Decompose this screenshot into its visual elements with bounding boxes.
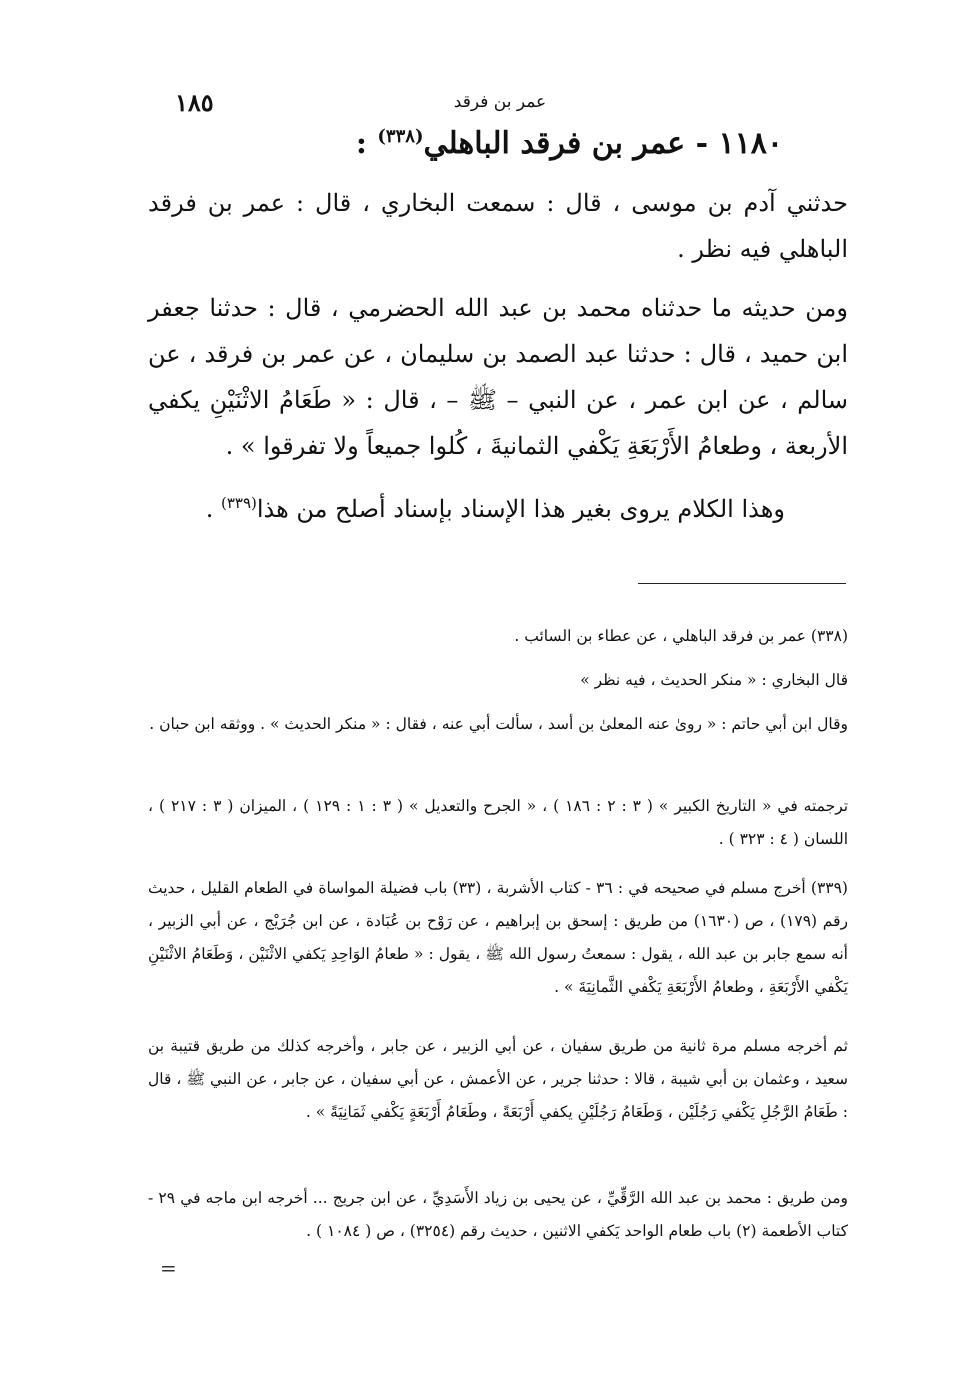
entry-heading bbox=[133, 126, 783, 161]
body-paragraph-3 bbox=[145, 480, 785, 532]
body-paragraph-1: حدثني آدم بن موسى ، قال : سمعت البخاري ، قال : عمر بن فرقد الباهلي فيه نظر . bbox=[148, 189, 848, 263]
running-header: عمر بن فرقد bbox=[453, 92, 547, 112]
footnote-338-bukhari: قال البخاري : « منكر الحديث ، فيه نظر » bbox=[580, 671, 848, 689]
footnote-ref-338: (٣٣٨) bbox=[377, 126, 424, 147]
continuation-mark: = bbox=[160, 1256, 177, 1280]
footnote-338: (٣٣٨) عمر بن فرقد الباهلي ، عن عطاء بن السائب . bbox=[514, 627, 848, 645]
body-paragraph-2: ومن حديثه ما حدثناه محمد بن عبد الله الحضرمي ، قال : حدثنا جعفر ابن حميد ، قال : حدثنا عبد الصمد بن سليمان ، عن عمر بن فرقد ، عن سالم ، عن ابن عمر ، عن النبي – ﷺ – ، قال : « طَعَامُ الاثْنَيْنِ يكفي الأربعة ، وطعامُ الأَرْبَعَةِ يَكْفي الثمانيةَ ، كُلوا جميعاً ولا تفرقوا » . bbox=[148, 294, 848, 460]
entry-title-text: ١١٨٠ - عمر بن فرقد الباهلي bbox=[423, 126, 783, 161]
footnote-339: (٣٣٩) أخرج مسلم في صحيحه في : ٣٦ - كتاب الأشربة ، (٣٣) باب فضيلة المواساة في الطعام القليل ، حديث رقم (١٧٩) ، ص (١٦٣٠) من طريق : إسحق بن إبراهيم ، عن رَوْح بن عُبَادة ، عن ابن جُرَيْج ، عن أبي الزبير ، أنه سمع جابر بن عبد الله ، يقول : سمعتُ رسول الله ﷺ ، يقول : « طعامُ الوَاحِدِ يَكفي الاثْنَيْن ، وَطَعَامُ الاثْنَيْنِ يَكْفي الأَرْبَعَةِ ، وطعامُ الأَرْبَعَةِ يَكْفي الثَّمانِيَةَ » . bbox=[148, 879, 848, 996]
entry-title-colon: : bbox=[355, 126, 367, 161]
footnote-338-ibn-abi-hatim: وقال ابن أبي حاتم : « روىٰ عنه المعلىٰ بن أسد ، سألت أبي عنه ، فقال : « منكر الحديث » . ووثقه ابن حبان . bbox=[149, 715, 848, 733]
footnote-ref-339: (٣٣٩) bbox=[220, 494, 257, 512]
body-paragraph-3-text: وهذا الكلام يروى بغير هذا الإسناد بإسناد أصلح من هذا bbox=[256, 495, 785, 523]
footnote-338-sources: ترجمته في « التاريخ الكبير » ( ٣ : ٢ : ١٨٦ ) ، « الجرح والتعديل » ( ٣ : ١ : ١٢٩ ) ، الميزان ( ٣ : ٢١٧ ) ، اللسان ( ٤ : ٣٢٣ ) . bbox=[148, 797, 849, 848]
page-number: ١٨٥ bbox=[175, 88, 214, 117]
footnote-339-second-route: ثم أخرجه مسلم مرة ثانية من طريق سفيان ، عن أبي الزبير ، عن جابر ، وأخرجه كذلك من طريق قتيبة بن سعيد ، وعثمان بن أبي شيبة ، قالا : حدثنا جرير ، عن الأعمش ، عن أبي سفيان ، عن جابر ، عن النبي ﷺ ، قال : طَعَامُ الرَّجُلِ يَكْفي رَجُلَيْن ، وَطَعَامُ رَجُلَيْنِ يكفي أَرْبَعَةً ، وطَعَامُ أَرْبَعَةٍ يَكْفي ثَمَانِيَةً » . bbox=[148, 1037, 848, 1121]
body-paragraph-3-end: . bbox=[205, 495, 221, 523]
footnote-339-ibn-majah: ومن طريق : محمد بن عبد الله الرَّقِّيِّ ، عن يحيى بن زياد الأَسَدِيِّ ، عن ابن جريج ... أخرجه ابن ماجه في ٢٩ - كتاب الأطعمة (٢) باب طعام الواحد يَكفي الاثنين ، حديث رقم (٣٢٥٤) ، ص ( ١٠٨٤ ) . bbox=[148, 1189, 848, 1240]
footnote-separator bbox=[638, 583, 846, 584]
